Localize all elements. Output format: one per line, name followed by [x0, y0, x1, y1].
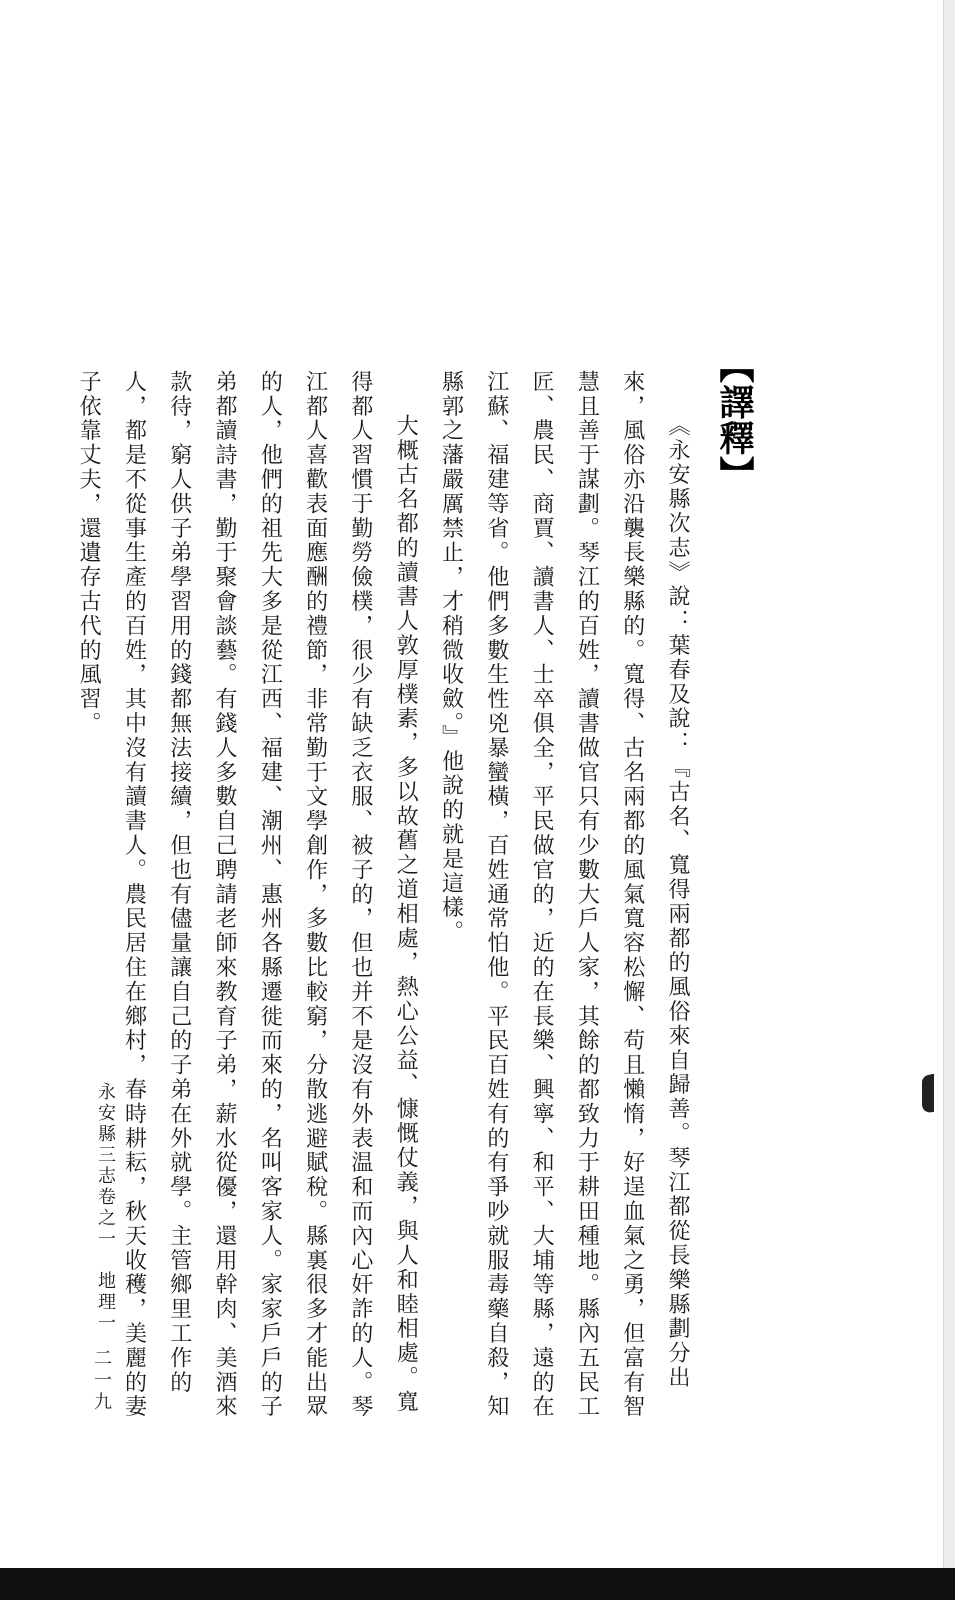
paragraph-quote: 《永安縣次志》說：葉春及說：『古名、寬得兩都的風俗來自歸善。琴江都從長樂縣劃分出來，風俗亦沿襲長樂縣的。寬得、古名兩都的風氣寬容松懈、苟且懶惰，好逞血氣之勇，但富有智慧且善于謀劃。琴江的百姓，讀書做官只有少數大戶人家，其餘的都致力于耕田種地。縣內五民工匠、農民、商賈、讀書人、士卒俱全，平民做官的，近的在長樂、興寧、和平、大埔等縣，遠的在江蘇、福建等省。他們多數生性兇暴蠻橫，百姓通常怕他。平民百姓有的有爭吵就服毒藥自殺，知縣郭之藩嚴厲禁止，才稍微收斂。』他說的就是這樣。	[438, 370, 690, 1420]
section-heading: 【譯釋】	[714, 348, 754, 492]
paragraph-customs: 大概古名都的讀書人敦厚樸素，多以故舊之道相處，熱心公益、慷慨仗義，與人和睦相處。寬得都人習慣于勤勞儉樸，很少有缺乏衣服、被子的，但也并不是沒有外表温和而內心奸詐的人。琴江都人喜歡表面應酬的禮節，非常勤于文學創作，多數比較窮，分散逃避賦稅。縣裏很多才能出眾的人，他們的祖先大多是從江西、福建、潮州、惠州各縣遷徙而來的，名叫客家人。家家戶戶的子弟都讀詩書，勤于聚會談藝。有錢人多數自己聘請老師來教育子弟，薪水從優，還用幹肉、美酒來款待，窮人供子弟學習用的錢都無法接續，但也有儘量讓自己的子弟在外就學。主管鄉里工作的人，都是不從事生產的百姓，其中沒有讀書人。農民居住在鄉村，春時耕耘，秋天收穫，美麗的妻子依靠丈夫，還遺存古代的風習。	[76, 370, 419, 1420]
scan-edge-bottom	[0, 1568, 955, 1600]
scan-edge-right	[943, 0, 955, 1600]
footer-book-title: 永安縣三志卷之一 地理一	[95, 1082, 116, 1334]
scan-edge-mark	[922, 1074, 934, 1115]
page-number: 二一九	[91, 1348, 112, 1414]
